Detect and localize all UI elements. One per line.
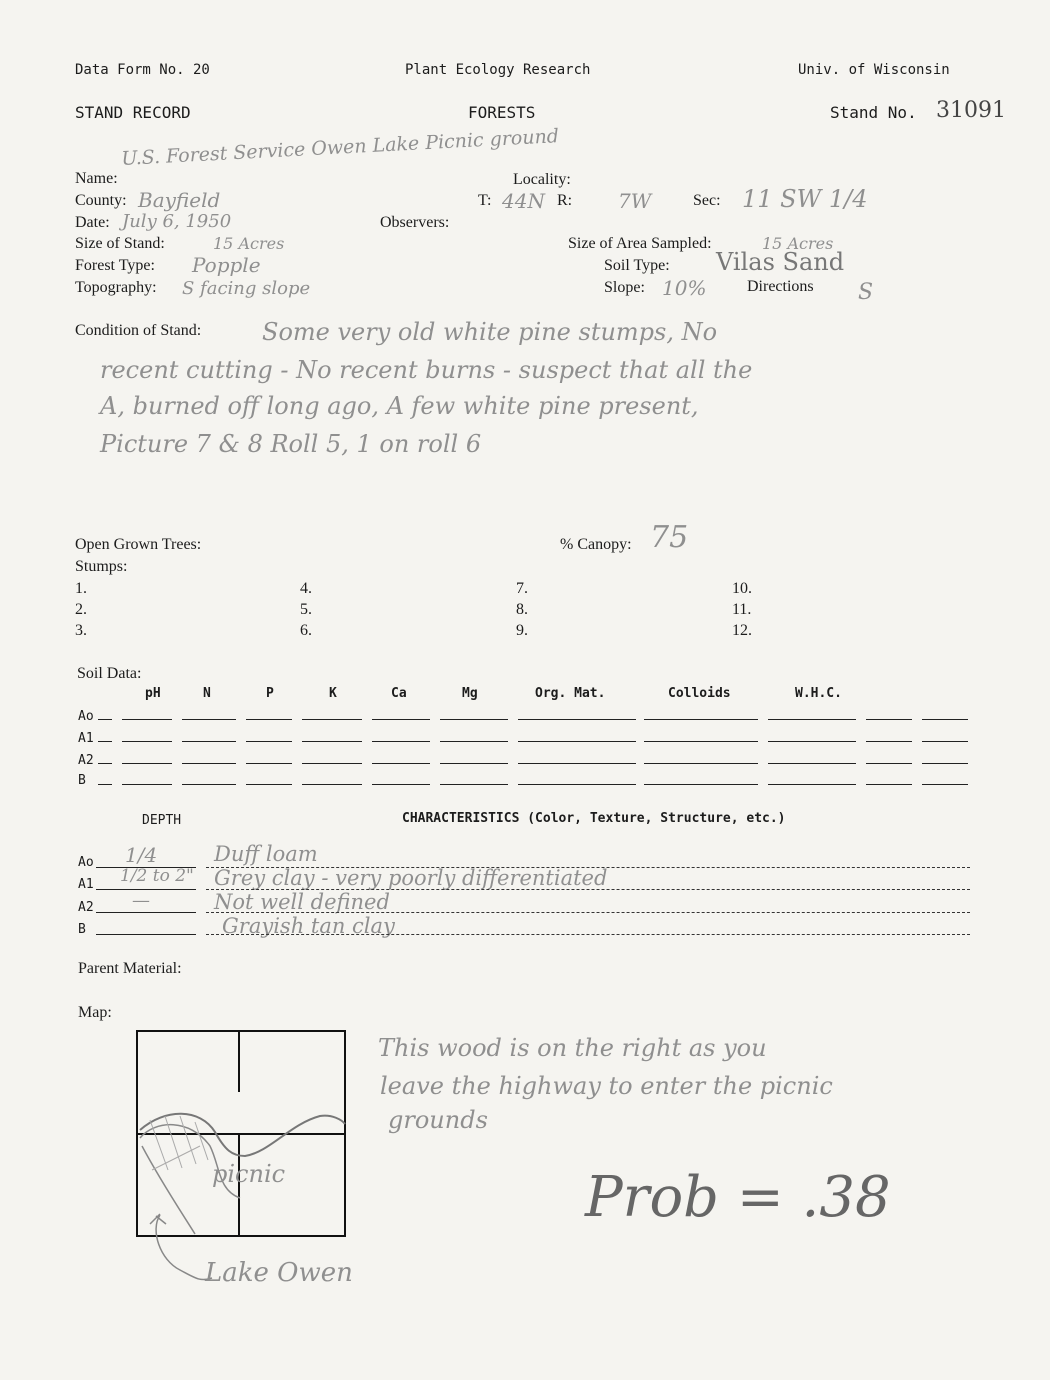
size-value: 15 Acres xyxy=(213,234,285,253)
soil-blank-line xyxy=(440,741,508,742)
soil-col-n: N xyxy=(203,686,211,701)
soil-blank-line xyxy=(372,741,430,742)
soil-blank-line xyxy=(922,741,968,742)
soil-col-ph: pH xyxy=(145,686,161,701)
soil-blank-line xyxy=(866,741,912,742)
soil-blank-line xyxy=(644,741,758,742)
soil-blank-line xyxy=(922,719,968,720)
soil-row-b: B xyxy=(78,773,86,788)
soil-blank-line xyxy=(768,784,856,785)
soil-blank-line xyxy=(768,763,856,764)
slope-label: Slope: xyxy=(604,279,645,296)
map-picnic-label: picnic xyxy=(212,1160,286,1188)
soil-blank-line xyxy=(518,719,636,720)
char-text-b: Grayish tan clay xyxy=(222,914,395,938)
stump-number: 12. xyxy=(732,622,752,639)
depth-label: DEPTH xyxy=(142,813,182,828)
soil-row-a2: A2 xyxy=(78,753,94,768)
soil-blank-line xyxy=(768,741,856,742)
slope-value: 10% xyxy=(662,276,707,300)
char-depth-ao: 1/4 xyxy=(125,843,158,867)
soil-row-a1: A1 xyxy=(78,731,94,746)
soil-blank-line xyxy=(122,784,172,785)
soil-blank-line xyxy=(122,741,172,742)
open-grown-label: Open Grown Trees: xyxy=(75,536,202,553)
soil-blank-line xyxy=(372,719,430,720)
directions-label: Directions xyxy=(747,278,814,295)
soil-data-label: Soil Data: xyxy=(77,665,142,682)
probability-note: Prob = .38 xyxy=(585,1165,891,1230)
soil-col-ca: Ca xyxy=(391,686,407,701)
t-label: T: xyxy=(478,192,492,209)
char-depth-a2: — xyxy=(132,890,150,911)
soil-blank-line xyxy=(122,719,172,720)
characteristics-dashed-line xyxy=(206,889,970,890)
record-type: STAND RECORD xyxy=(75,103,191,122)
category: FORESTS xyxy=(468,103,536,122)
date-label: Date: xyxy=(75,214,110,231)
forest-type-value: Popple xyxy=(192,253,261,277)
university-name: Univ. of Wisconsin xyxy=(798,62,950,78)
soil-col-p: P xyxy=(266,686,274,701)
soil-blank-line xyxy=(922,763,968,764)
soil-blank-line xyxy=(440,784,508,785)
map-label: Map: xyxy=(78,1004,112,1021)
soil-blank-line xyxy=(182,763,236,764)
stump-number: 1. xyxy=(75,580,87,597)
county-value: Bayfield xyxy=(138,188,221,212)
characteristics-label: CHARACTERISTICS (Color, Texture, Structure, etc.) xyxy=(402,811,786,826)
soil-blank-line xyxy=(302,741,362,742)
stand-label: Stand No. xyxy=(830,103,917,122)
directions-value: S xyxy=(858,280,874,305)
canopy-label: % Canopy: xyxy=(560,536,632,553)
topography-value: S facing slope xyxy=(182,278,311,299)
char-depth-a1: 1/2 to 2" xyxy=(120,866,194,886)
depth-blank-line xyxy=(96,934,196,935)
condition-label: Condition of Stand: xyxy=(75,322,202,339)
soil-blank-line xyxy=(182,784,236,785)
soil-blank-line xyxy=(644,719,758,720)
sec-label: Sec: xyxy=(693,192,721,209)
stump-number: 10. xyxy=(732,580,752,597)
name-label: Name: xyxy=(75,170,118,187)
soil-blank-line xyxy=(866,784,912,785)
t-value: 44N xyxy=(502,189,545,213)
soil-blank-line xyxy=(866,763,912,764)
area-label: Size of Area Sampled: xyxy=(568,235,712,252)
characteristics-dashed-line xyxy=(206,912,970,913)
soil-blank-line xyxy=(302,784,362,785)
observers-label: Observers: xyxy=(380,214,450,231)
soil-blank-line xyxy=(866,719,912,720)
char-row-a2: A2 xyxy=(78,900,94,915)
soil-col-mg: Mg xyxy=(462,686,478,701)
soil-blank-line xyxy=(644,784,758,785)
stump-number: 4. xyxy=(300,580,312,597)
size-label: Size of Stand: xyxy=(75,235,165,252)
soil-type-value: Vilas Sand xyxy=(716,248,845,276)
stumps-label: Stumps: xyxy=(75,558,128,575)
note-line-3: grounds xyxy=(388,1106,488,1134)
characteristics-dashed-line xyxy=(206,867,970,868)
sec-value: 11 SW 1/4 xyxy=(742,185,868,213)
stump-number: 9. xyxy=(516,622,528,639)
stump-number: 6. xyxy=(300,622,312,639)
parent-material-label: Parent Material: xyxy=(78,960,182,977)
soil-blank-line xyxy=(372,784,430,785)
map-lake-label: Lake Owen xyxy=(205,1258,353,1288)
condition-line-3: A, burned off long ago, A few white pine present, xyxy=(100,392,699,420)
stump-number: 7. xyxy=(516,580,528,597)
soil-blank-line xyxy=(182,719,236,720)
char-text-ao: Duff loam xyxy=(214,842,318,866)
soil-blank-line xyxy=(518,741,636,742)
soil-col-colloids: Colloids xyxy=(668,686,731,701)
soil-blank-line xyxy=(182,741,236,742)
soil-blank-line xyxy=(302,763,362,764)
soil-col-k: K xyxy=(329,686,337,701)
stump-number: 5. xyxy=(300,601,312,618)
char-text-a2: Not well defined xyxy=(214,890,390,914)
soil-blank-line xyxy=(440,719,508,720)
soil-blank-line xyxy=(922,784,968,785)
soil-type-label: Soil Type: xyxy=(604,257,670,274)
locality-label: Locality: xyxy=(513,171,571,188)
depth-blank-line xyxy=(96,867,196,868)
soil-blank-line xyxy=(372,763,430,764)
soil-blank-line xyxy=(98,784,112,785)
soil-blank-line xyxy=(98,763,112,764)
r-label: R: xyxy=(557,192,573,209)
topography-label: Topography: xyxy=(75,279,157,296)
char-row-ao: Ao xyxy=(78,855,94,870)
county-label: County: xyxy=(75,192,127,209)
soil-blank-line xyxy=(302,719,362,720)
soil-blank-line xyxy=(246,784,292,785)
form-number: Data Form No. 20 xyxy=(75,62,210,78)
stump-number: 2. xyxy=(75,601,87,618)
soil-blank-line xyxy=(768,719,856,720)
stand-number: 31091 xyxy=(936,98,1006,123)
stump-number: 3. xyxy=(75,622,87,639)
date-value: July 6, 1950 xyxy=(122,211,232,232)
soil-blank-line xyxy=(518,763,636,764)
stump-number: 11. xyxy=(732,601,752,618)
stump-number: 8. xyxy=(516,601,528,618)
r-value: 7W xyxy=(618,189,652,213)
soil-col-whc: W.H.C. xyxy=(795,686,842,701)
soil-blank-line xyxy=(98,741,112,742)
note-line-2: leave the highway to enter the picnic xyxy=(380,1072,833,1100)
condition-line-4: Picture 7 & 8 Roll 5, 1 on roll 6 xyxy=(100,430,482,458)
soil-row-ao: Ao xyxy=(78,709,94,724)
area-value: 15 Acres xyxy=(762,234,834,253)
name-value: U.S. Forest Service Owen Lake Picnic ground xyxy=(120,125,560,170)
program-name: Plant Ecology Research xyxy=(405,62,591,78)
soil-blank-line xyxy=(246,719,292,720)
condition-line-1: Some very old white pine stumps, No xyxy=(262,318,718,346)
canopy-value: 75 xyxy=(650,520,689,555)
soil-blank-line xyxy=(440,763,508,764)
soil-blank-line xyxy=(246,741,292,742)
note-line-1: This wood is on the right as you xyxy=(378,1034,767,1062)
soil-blank-line xyxy=(518,784,636,785)
soil-blank-line xyxy=(644,763,758,764)
char-row-a1: A1 xyxy=(78,877,94,892)
char-row-b: B xyxy=(78,922,86,937)
depth-blank-line xyxy=(96,912,196,913)
forest-type-label: Forest Type: xyxy=(75,257,155,274)
condition-line-2: recent cutting - No recent burns - suspect that all the xyxy=(100,356,753,384)
soil-blank-line xyxy=(246,763,292,764)
char-text-a1: Grey clay - very poorly differentiated xyxy=(214,866,608,890)
soil-blank-line xyxy=(98,719,112,720)
depth-blank-line xyxy=(96,889,196,890)
characteristics-dashed-line xyxy=(206,934,970,935)
soil-col-org-mat: Org. Mat. xyxy=(535,686,606,701)
soil-blank-line xyxy=(122,763,172,764)
